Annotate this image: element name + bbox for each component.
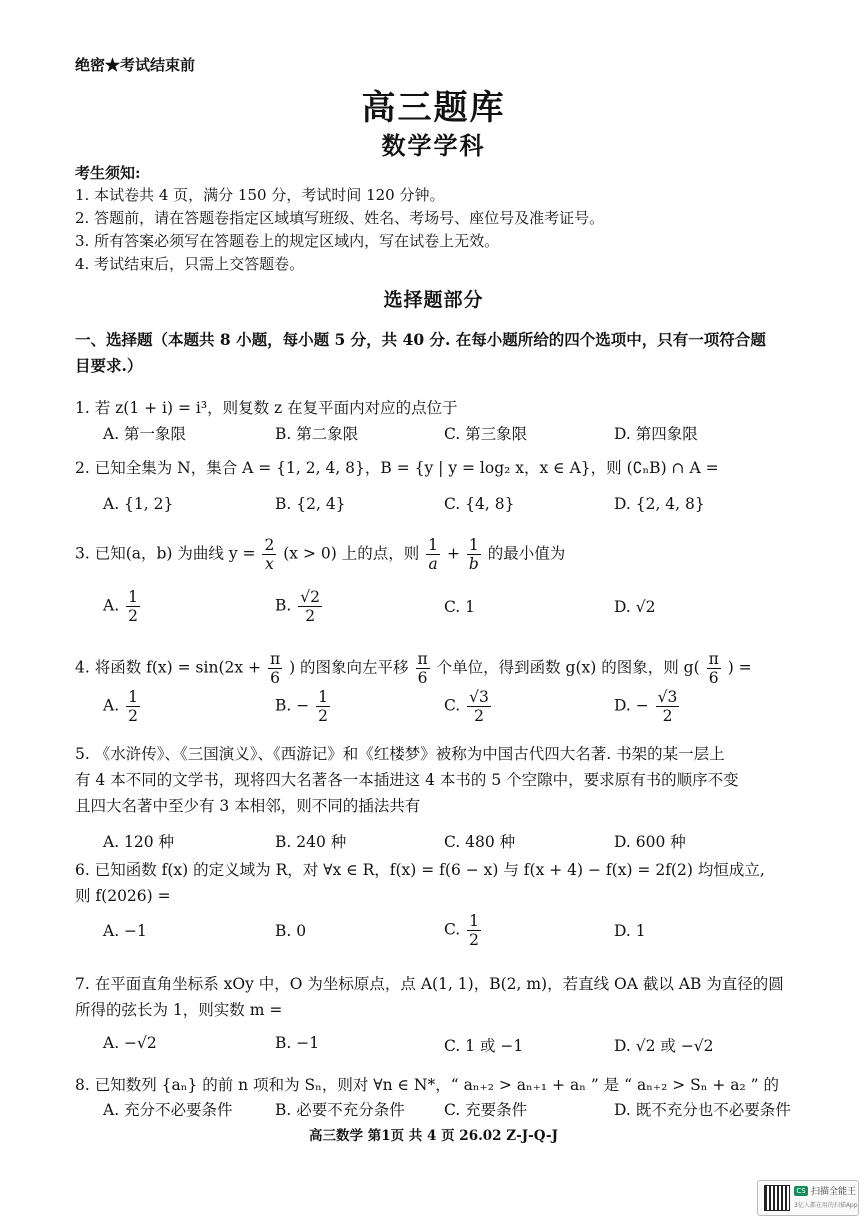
section-title: 选择题部分 <box>383 289 484 311</box>
q3-option-a: A. $\frac{1}{2}$ <box>103 588 138 625</box>
q3-option-b: B. $\frac{√2}{2}$ <box>275 588 321 625</box>
q8-option-d: D. 既不充分也不必要条件 <box>614 1101 791 1119</box>
question-5-line2: 有 4 本不同的文学书，现将四大名著各一本插进这 4 本书的 5 个空隙中，要求原有书的顺序不变 <box>75 771 739 789</box>
q4-option-a: A. $\frac{1}{2}$ <box>103 688 138 725</box>
q1-option-b: B. 第二象限 <box>275 425 359 443</box>
exam-title: 高三题库 <box>361 88 506 128</box>
camscanner-logo-icon: CS <box>794 1186 808 1196</box>
scanner-watermark <box>757 1180 859 1216</box>
q8-option-a: A. 充分不必要条件 <box>103 1101 233 1119</box>
q1-option-c: C. 第三象限 <box>444 425 528 443</box>
notice-heading: 考生须知: <box>75 164 141 182</box>
question-2-stem: 2. 已知全集为 N，集合 A = {1, 2, 4, 8}，B = {y | y = log₂ x，x ∈ A}，则 (∁ₙB) ∩ A = <box>75 459 719 477</box>
q7-option-c: C. 1 或 −1 <box>444 1037 524 1055</box>
question-5-line1: 5. 《水浒传》、《三国演义》、《西游记》和《红楼梦》被称为中国古代四大名著. 书架的某一层上 <box>75 745 725 763</box>
question-6-line1: 6. 已知函数 f(x) 的定义域为 R，对 ∀x ∈ R，f(x) = f(6 − x) 与 f(x + 4) − f(x) = 2f(2) 均恒成立, <box>75 861 765 879</box>
q1-option-a: A. 第一象限 <box>103 425 187 443</box>
q5-option-a: A. 120 种 <box>103 833 175 851</box>
fraction: $\frac{1}{b}$ <box>468 536 479 573</box>
q5-option-d: D. 600 种 <box>614 833 686 851</box>
qr-code-icon <box>764 1185 790 1211</box>
q8-option-b: B. 必要不充分条件 <box>275 1101 405 1119</box>
notice-item: 4. 考试结束后，只需上交答题卷。 <box>75 255 305 273</box>
q7-option-a: A. −√2 <box>103 1034 157 1052</box>
q2-option-d: D. {2, 4, 8} <box>614 495 705 513</box>
notice-item: 1. 本试卷共 4 页，满分 150 分，考试时间 120 分钟。 <box>75 186 445 204</box>
q6-option-a: A. −1 <box>103 922 147 940</box>
q8-option-c: C. 充要条件 <box>444 1101 528 1119</box>
question-7-line2: 所得的弦长为 1，则实数 m = <box>75 1001 283 1019</box>
q6-option-d: D. 1 <box>614 922 646 940</box>
q7-option-d: D. √2 或 −√2 <box>614 1037 714 1055</box>
question-1-stem: 1. 若 z(1 + i) = i³，则复数 z 在复平面内对应的点位于 <box>75 399 458 417</box>
scanner-tagline: 3亿人都在用的扫描App <box>794 1202 858 1209</box>
question-8-stem: 8. 已知数列 {aₙ} 的前 n 项和为 Sₙ，则对 ∀n ∈ N*，“ aₙ₊₂ > aₙ₊₁ + aₙ ” 是 “ aₙ₊₂ > Sₙ + a₂ ” 的 <box>75 1076 780 1094</box>
part-instructions-line1: 一、选择题（本题共 8 小题，每小题 5 分，共 40 分. 在每小题所给的四个选项中，只有一项符合题 <box>75 330 766 349</box>
q6-option-b: B. 0 <box>275 922 307 940</box>
q4-option-c: C. $\frac{√3}{2}$ <box>444 688 489 725</box>
part-instructions-line2: 目要求.） <box>75 356 143 375</box>
scanner-app-name: 扫描全能王 <box>811 1187 857 1197</box>
q3-option-d: D. √2 <box>614 598 656 616</box>
q5-option-c: C. 480 种 <box>444 833 516 851</box>
q2-option-c: C. {4, 8} <box>444 495 515 513</box>
question-4-stem: 4. 将函数 f(x) = sin(2x + $\frac{\pi}{6}$ ) 的图象向左平移 $\frac{\pi}{6}$ 个单位，得到函数 g(x) 的图象，则 g( $\frac{\pi}{6}$ ) = <box>75 650 752 687</box>
q5-option-b: B. 240 种 <box>275 833 347 851</box>
question-3-stem: 3. 已知(a，b) 为曲线 y = $\frac{2}{x}$ (x > 0) 上的点，则 $\frac{1}{a}$ + $\frac{1}{b}$ 的最小值为 <box>75 536 566 573</box>
question-7-line1: 7. 在平面直角坐标系 xOy 中，O 为坐标原点，点 A(1, 1)，B(2, m)，若直线 OA 截以 AB 为直径的圆 <box>75 975 784 993</box>
confidential-mark: 绝密★考试结束前 <box>75 56 196 74</box>
q2-option-b: B. {2, 4} <box>275 495 346 513</box>
q1-option-d: D. 第四象限 <box>614 425 698 443</box>
fraction: $\frac{2}{x}$ <box>264 536 275 573</box>
q2-option-a: A. {1, 2} <box>103 495 174 513</box>
question-6-line2: 则 f(2026) = <box>75 887 171 905</box>
exam-subject: 数学学科 <box>381 131 486 160</box>
q4-option-d: D. − $\frac{√3}{2}$ <box>614 688 678 725</box>
question-5-line3: 且四大名著中至少有 3 本相邻，则不同的插法共有 <box>75 797 421 815</box>
q3-option-c: C. 1 <box>444 598 476 616</box>
notice-item: 3. 所有答案必须写在答题卷上的规定区域内，写在试卷上无效。 <box>75 232 500 250</box>
fraction: $\frac{1}{a}$ <box>428 536 439 573</box>
q7-option-b: B. −1 <box>275 1034 320 1052</box>
q4-option-b: B. − $\frac{1}{2}$ <box>275 688 329 725</box>
notice-item: 2. 答题前，请在答题卷指定区域填写班级、姓名、考场号、座位号及准考证号。 <box>75 209 605 227</box>
page-footer: 高三数学 第1页 共 4 页 26.02 Z-J-Q-J <box>309 1128 558 1144</box>
q6-option-c: C. $\frac{1}{2}$ <box>444 912 480 949</box>
